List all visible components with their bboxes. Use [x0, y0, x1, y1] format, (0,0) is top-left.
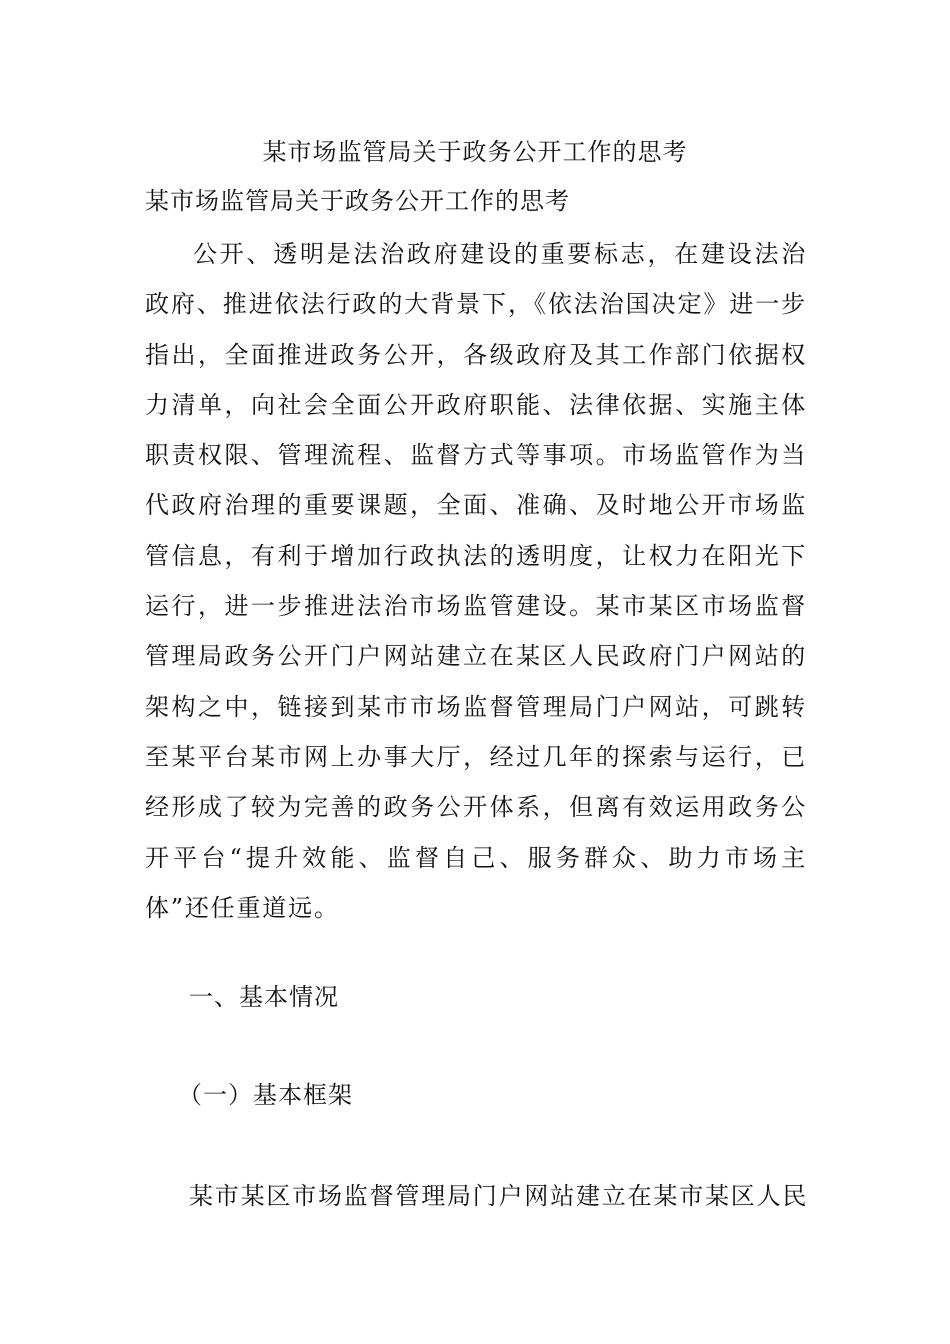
- intro-paragraph: 公开、透明是法治政府建设的重要标志，在建设法治政府、推进依法行政的大背景下，《依法治国决定》进一步指出，全面推进政务公开，各级政府及其工作部门依据权力清单，向社会全面公开政府职能、法律依据、实施主体职责权限、管理流程、监督方式等事项。市场监管作为当代政府治理的重要课题，全面、准确、及时地公开市场监管信息，有利于增加行政执法的透明度，让权力在阳光下运行，进一步推进法治市场监管建设。某市某区市场监督管理局政务公开门户网站建立在某区人民政府门户网站的架构之中，链接到某市市场监督管理局门户网站，可跳转至某平台某市网上办事大厅，经过几年的探索与运行，已经形成了较为完善的政务公开体系，但离有效运用政务公开平台“提升效能、监督自己、服务群众、助力市场主体”还任重道远。: [145, 240, 807, 922]
- section-heading-basic-situation: 一、基本情况: [189, 983, 339, 1011]
- subsection-heading-basic-framework: （一）基本框架: [178, 1081, 353, 1109]
- document-title: 某市场监管局关于政务公开工作的思考: [262, 138, 688, 166]
- section-paragraph: 某市某区市场监督管理局门户网站建立在某市某区人民: [189, 1182, 809, 1210]
- document-subtitle: 某市场监管局关于政务公开工作的思考: [145, 187, 570, 215]
